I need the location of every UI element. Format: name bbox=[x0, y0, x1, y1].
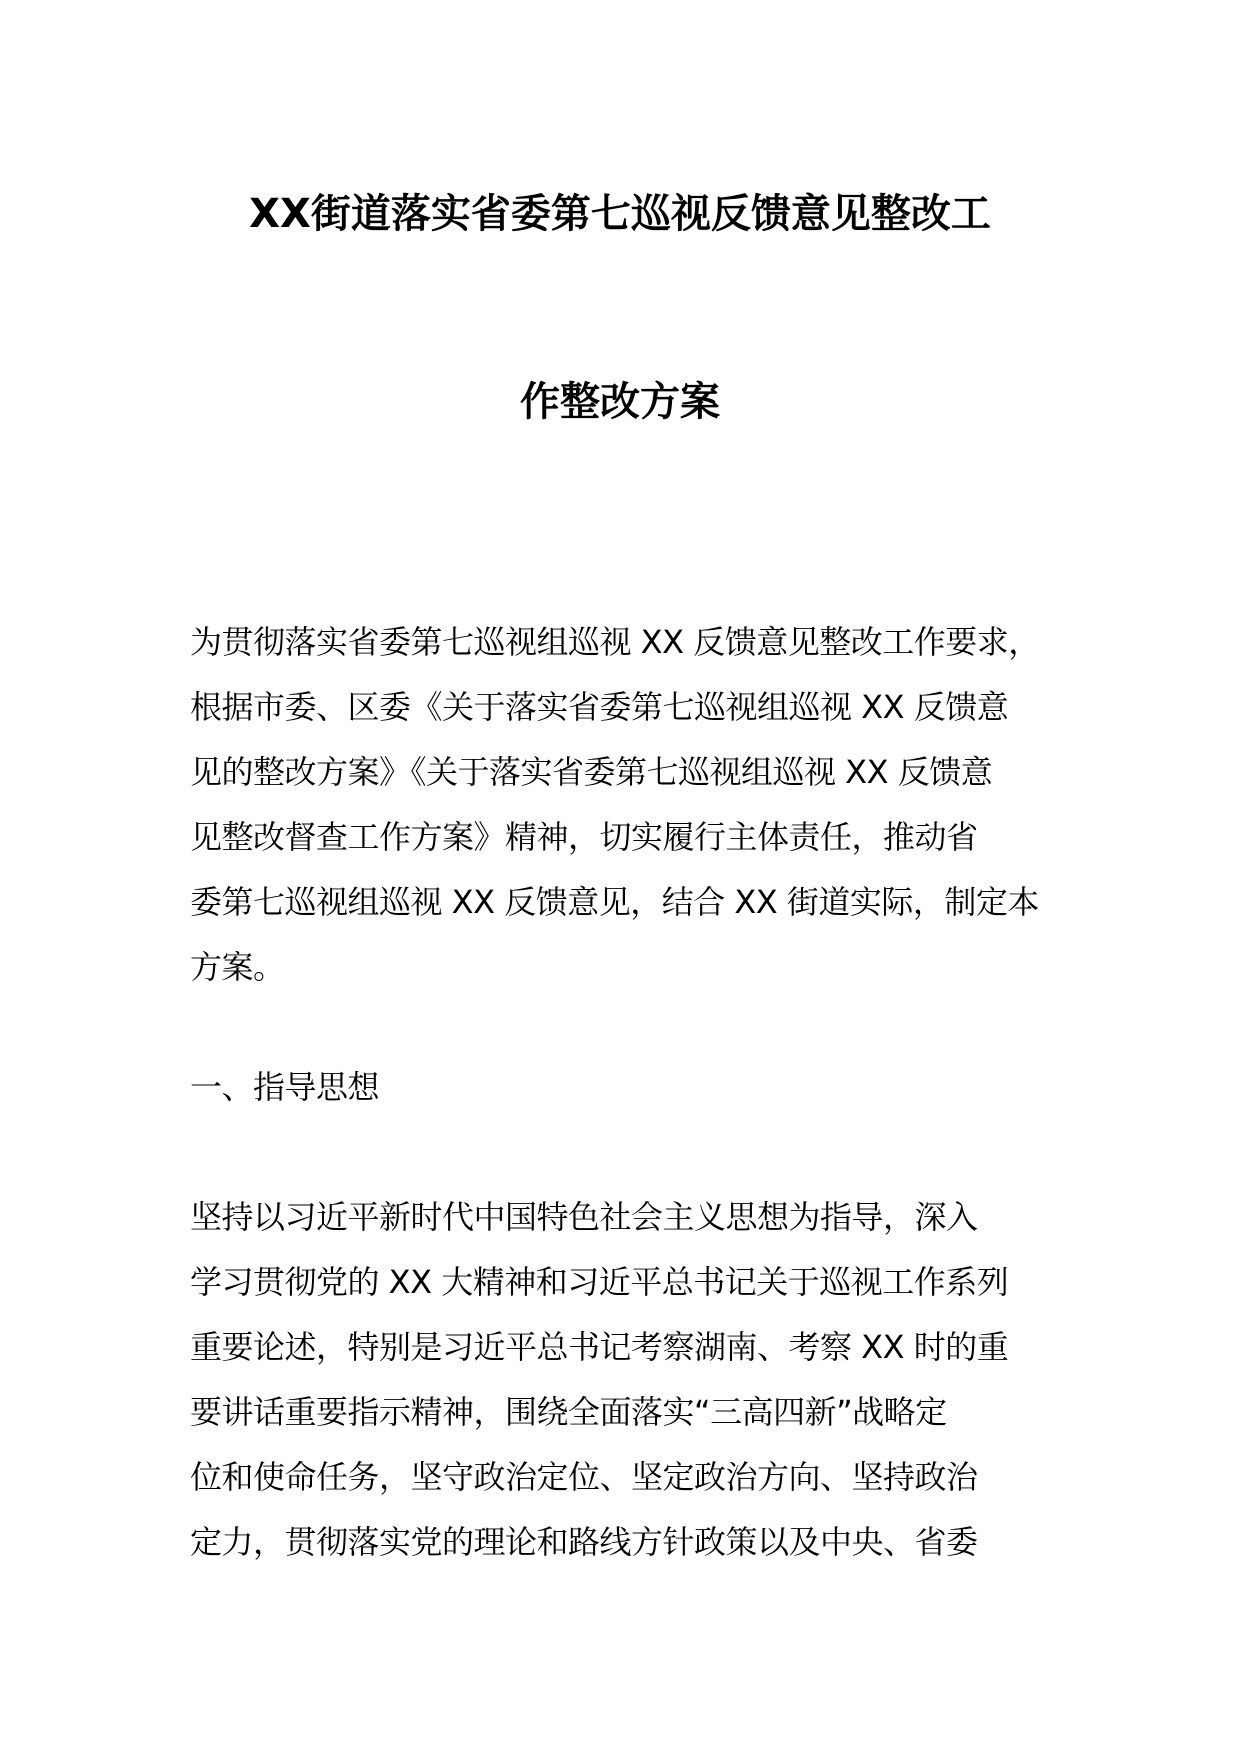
intro-paragraph bbox=[190, 610, 1090, 1000]
paragraph-line: 方案。 bbox=[190, 948, 285, 986]
document-title-line-2: 作整改方案 bbox=[520, 379, 720, 425]
document-title-line-1: XX街道落实省委第七巡视反馈意见整改工 bbox=[249, 191, 991, 237]
paragraph-line: 重要论述，特别是习近平总书记考察湖南、考察 XX 时的重 bbox=[190, 1328, 1009, 1366]
paragraph-line: 根据市委、区委《关于落实省委第七巡视组巡视 XX 反馈意 bbox=[190, 688, 1009, 726]
paragraph-line: 见整改督查工作方案》精神，切实履行主体责任，推动省 bbox=[190, 818, 978, 856]
paragraph-line: 学习贯彻党的 XX 大精神和习近平总书记关于巡视工作系列 bbox=[190, 1263, 1009, 1301]
section-heading-text: 一、指导思想 bbox=[190, 1068, 380, 1106]
paragraph-line: 为贯彻落实省委第七巡视组巡视 XX 反馈意见整改工作要求， bbox=[190, 623, 1040, 661]
paragraph-line: 要讲话重要指示精神，围绕全面落实“三高四新”战略定 bbox=[190, 1393, 947, 1431]
paragraph-line: 位和使命任务，坚守政治定位、坚定政治方向、坚持政治 bbox=[190, 1458, 978, 1496]
guiding-ideology-paragraph bbox=[190, 1185, 1090, 1575]
paragraph-line: 委第七巡视组巡视 XX 反馈意见，结合 XX 街道实际，制定本 bbox=[190, 883, 1039, 921]
paragraph-line: 见的整改方案》《关于落实省委第七巡视组巡视 XX 反馈意 bbox=[190, 753, 993, 791]
paragraph-line: 定力，贯彻落实党的理论和路线方针政策以及中央、省委 bbox=[190, 1523, 978, 1561]
paragraph-line: 坚持以习近平新时代中国特色社会主义思想为指导，深入 bbox=[190, 1198, 978, 1236]
section-heading-guiding-ideology bbox=[190, 1055, 1090, 1120]
